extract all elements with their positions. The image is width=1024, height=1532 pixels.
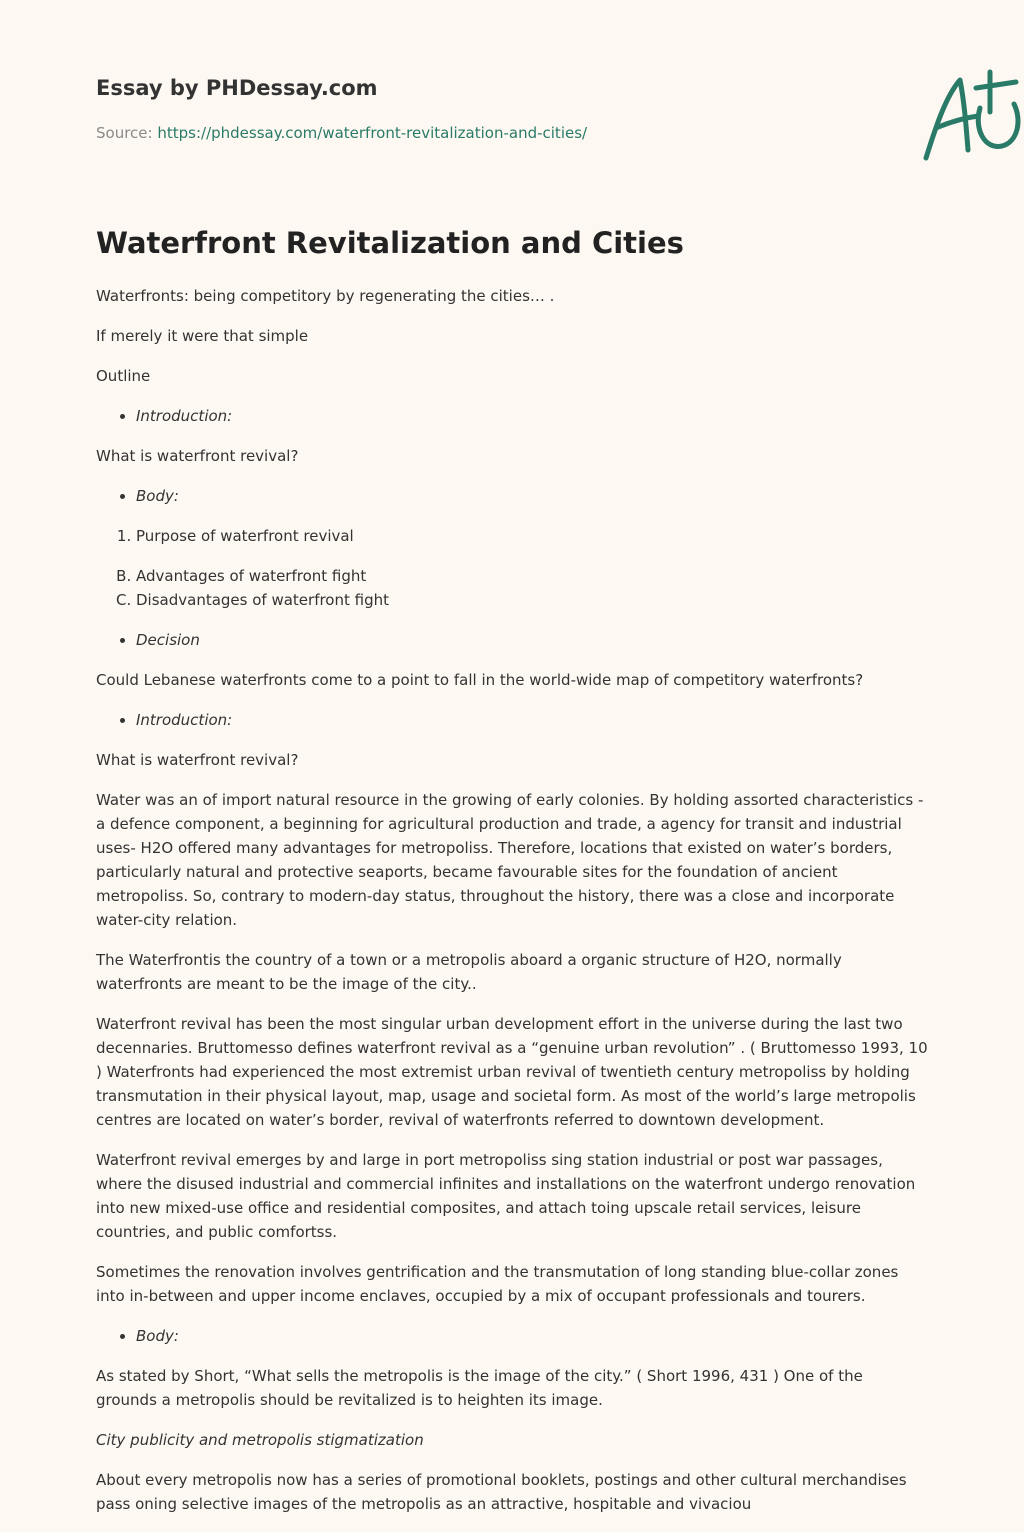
paragraph: Water was an of import natural resource in the growing of early colonies. By holding assorted characteristics -a defence component, a beginning for agricultural production and trade, a agency for transit and industrial uses- H2O offered many advantages for metropoliss. Therefore, locations that existed on water’s borders, particularly natural and protective seaports, became favourable sites for the foundation of ancient metropoliss. So, contrary to modern-day status, throughout the history, there was a close and incorporate water-city relation. [96, 791, 924, 929]
essay-title: Waterfront Revitalization and Cities [96, 226, 684, 260]
paragraph: About every metropolis now has a series of promotional booklets, postings and other cultural merchandises pass oning selective images of the metropolis as an attractive, hospitable and vivaciou [96, 1471, 907, 1513]
a-plus-logo-icon [914, 66, 1024, 166]
outline-introduction-bullet: • Introduction: [136, 404, 928, 428]
paragraph: As stated by Short, “What sells the metropolis is the image of the city.” ( Short 1996, 431 ) One of the grounds a metropolis should be revitalized is to heighten its image. [96, 1367, 863, 1409]
section-introduction-question: What is waterfront revival? [96, 751, 299, 769]
numbered-item: 1. Purpose of waterfront revival [136, 524, 928, 548]
paragraph: Waterfront revival emerges by and large in port metropoliss sing station industrial or post war passages, where the disused industrial and commercial infinites and installations on the waterfront undergo renovation into new mixed-use office and residential composites, and attach toing upscale retail services, leisure countries, and public comfortss. [96, 1151, 916, 1241]
subheading: City publicity and metropolis stigmatization [96, 1431, 424, 1449]
section-list [96, 708, 928, 732]
outline-list [96, 484, 928, 508]
essay-body [96, 284, 928, 1532]
section-body-bullet: • Body: [136, 1324, 928, 1348]
source-label: Source: [96, 124, 153, 142]
outline-decision-question: Could Lebanese waterfronts come to a point to fall in the world-wide map of competitory waterfronts? [96, 671, 864, 689]
source-line [96, 124, 587, 142]
outline-label: Outline [96, 367, 151, 385]
intro-line: If merely it were that simple [96, 327, 309, 345]
outline-list [96, 404, 928, 428]
intro-line: Waterfronts: being competitory by regenerating the cities… . [96, 287, 555, 305]
outline-introduction-question: What is waterfront revival? [96, 447, 299, 465]
lettered-item: C. Disadvantages of waterfront fight [136, 588, 928, 612]
section-list [96, 1324, 928, 1348]
section-introduction-bullet: • Introduction: [136, 708, 928, 732]
paragraph: Waterfront revival has been the most singular urban development effort in the universe during the last two decennaries. Bruttomesso defines waterfront revival as a “genuine urban revolution” . ( Bruttomesso 1993, 10 ) Waterfronts had experienced the most extremist urban revival of twentieth century metropoliss by holding transmutation in their physical layout, map, usage and societal form. As most of the world’s large metropolis centres are located on water’s border, revival of waterfronts referred to downtown development. [96, 1015, 928, 1129]
numbered-list [96, 524, 928, 548]
paragraph: Sometimes the renovation involves gentrification and the transmutation of long standing blue-collar zones into in-between and upper income enclaves, occupied by a mix of occupant professionals and tourers. [96, 1263, 899, 1305]
source-link[interactable]: https://phdessay.com/waterfront-revitalization-and-cities/ [157, 124, 588, 142]
lettered-list [96, 564, 928, 612]
site-title: Essay by PHDessay.com [96, 76, 378, 100]
lettered-item: B. Advantages of waterfront fight [136, 564, 928, 588]
outline-body-bullet: • Body: [136, 484, 928, 508]
paragraph: The Waterfrontis the country of a town or a metropolis aboard a organic structure of H2O, normally waterfronts are meant to be the image of the city.. [96, 951, 842, 993]
outline-decision-bullet: • Decision [136, 628, 928, 652]
outline-list [96, 628, 928, 652]
